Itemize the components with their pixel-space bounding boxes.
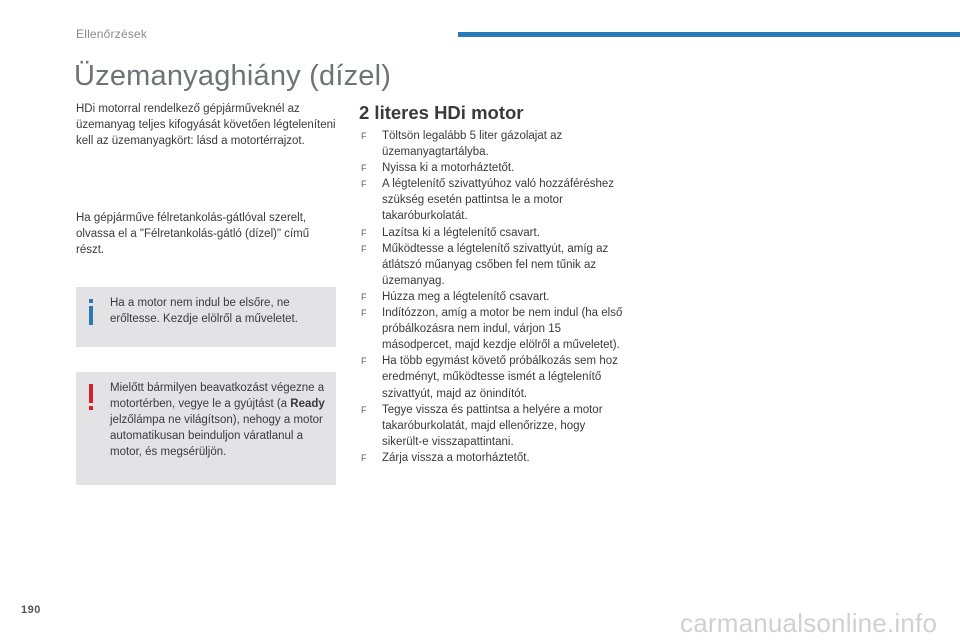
step-bullet-icon: F <box>361 227 367 238</box>
step-text: Zárja vissza a motorháztetőt. <box>382 451 530 464</box>
step-bullet-icon: F <box>361 131 367 141</box>
procedure-step <box>361 402 623 450</box>
engine-subtitle: 2 literes HDi motor <box>359 102 524 123</box>
watermark: carmanualsonline.info <box>680 608 938 638</box>
warning-text-before: Mielőtt bármilyen beavatkozást végezne a motortérben, vegye le a gyújtást (a <box>110 382 325 410</box>
warning-text-after: jelzőlámpa ne világítson), nehogy a motor automatikusan beinduljon váratlanul a motor, és megsérüljön. <box>110 414 323 458</box>
page-title: Üzemanyaghiány (dízel) <box>74 60 392 92</box>
warning-notice <box>76 372 336 485</box>
info-icon <box>84 297 98 327</box>
step-bullet-icon: F <box>361 179 367 190</box>
procedure-step <box>361 128 623 160</box>
step-bullet-icon: F <box>361 163 367 174</box>
procedure-step <box>361 160 623 176</box>
procedure-step <box>361 305 623 353</box>
procedure-step <box>361 289 623 305</box>
warning-notice-text <box>110 380 332 460</box>
procedure-steps <box>361 128 623 466</box>
intro-paragraph: HDi motorral rendelkező gépjárműveknél az üzemanyag teljes kifogyását követően légteleníteni kell az üzemanyagkört: lásd a motortérrajzot. <box>76 103 336 147</box>
step-text: Töltsön legalább 5 liter gázolajat az üzemanyagtartályba. <box>382 130 563 159</box>
step-text: Tegye vissza és pattintsa a helyére a motor takaróburkolatát, majd ellenőrizze, hogy sikerült-e visszapattintani. <box>382 403 603 448</box>
step-bullet-icon: F <box>361 356 367 367</box>
step-bullet-icon: F <box>361 308 367 319</box>
step-text: A légtelenítő szivattyúhoz való hozzáféréshez szükség esetén pattintsa le a motor takaróburkolatát. <box>382 178 615 223</box>
info-notice <box>76 287 336 347</box>
step-text: Nyissa ki a motorháztetőt. <box>382 162 515 175</box>
header-accent-bar <box>458 32 960 37</box>
step-text: Húzza meg a légtelenítő csavart. <box>382 290 550 303</box>
warning-icon <box>84 382 98 412</box>
info-notice-text: Ha a motor nem indul be elsőre, ne erőltesse. Kezdje elölről a műveletet. <box>110 297 298 325</box>
step-bullet-icon: F <box>361 291 367 302</box>
procedure-step <box>361 450 623 466</box>
procedure-step <box>361 353 623 401</box>
ready-indicator-label: Ready <box>290 398 325 410</box>
procedure-step <box>361 225 623 241</box>
step-text: Lazítsa ki a légtelenítő csavart. <box>382 226 540 239</box>
misfuel-paragraph: Ha gépjárműve félretankolás-gátlóval szerelt, olvassa el a "Félretankolás-gátló (dízel)" című részt. <box>76 212 310 256</box>
procedure-step <box>361 176 623 224</box>
step-bullet-icon: F <box>361 243 367 254</box>
step-bullet-icon: F <box>361 452 367 463</box>
procedure-step <box>361 241 623 289</box>
step-text: Ha több egymást követő próbálkozás sem hoz eredményt, működtesse ismét a légtelenítő szivattyút, majd az önindítót. <box>382 355 618 400</box>
section-label: Ellenőrzések <box>76 27 148 41</box>
step-text: Működtesse a légtelenítő szivattyút, amíg az átlátszó műanyag csőben fel nem tűnik az üzemanyag. <box>382 242 609 287</box>
step-text: Indítózzon, amíg a motor be nem indul (ha első próbálkozásra nem indul, várjon 15 másodpercet, majd kezdje elölről a műveletet). <box>382 307 623 352</box>
step-bullet-icon: F <box>361 404 367 415</box>
page-number: 190 <box>21 604 41 616</box>
